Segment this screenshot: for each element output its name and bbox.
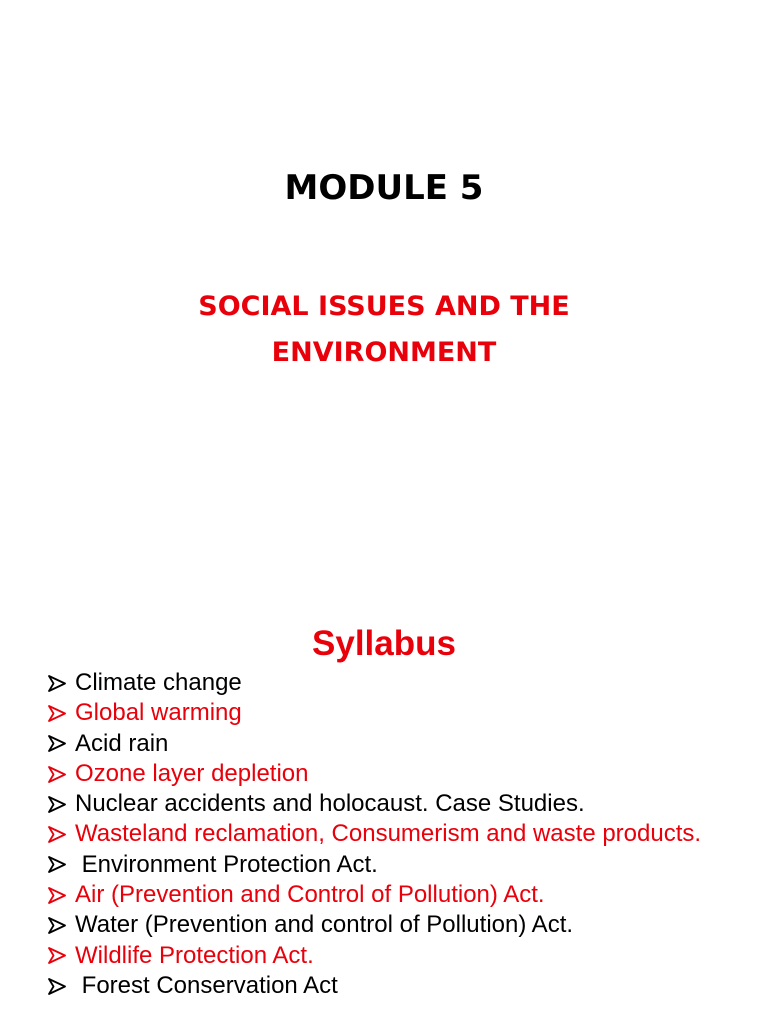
syllabus-item-nuclear-accidents: [48, 789, 721, 819]
syllabus-item-acid-rain: [48, 729, 721, 759]
arrowhead-bullet-icon: [48, 819, 75, 849]
arrowhead-bullet-icon: [48, 971, 75, 1001]
arrowhead-bullet-icon: [48, 880, 75, 910]
syllabus-item-text: Acid rain: [75, 729, 169, 757]
arrowhead-bullet-icon: [48, 698, 75, 728]
syllabus-heading: Syllabus: [312, 624, 456, 663]
syllabus-item-climate-change: [48, 668, 721, 698]
syllabus-item-water-act: [48, 910, 721, 940]
syllabus-item-text: Air (Prevention and Control of Pollution) Act.: [75, 881, 545, 909]
syllabus-item-text: Ozone layer depletion: [75, 759, 309, 787]
syllabus-item-text: Wasteland reclamation, Consumerism and waste products.: [75, 820, 702, 848]
module-subtitle-line1: SOCIAL ISSUES AND THE: [198, 291, 570, 322]
arrowhead-bullet-icon: [48, 759, 75, 789]
syllabus-item-forest-conservation-act: [48, 971, 721, 1001]
syllabus-item-wildlife-protection-act: [48, 941, 721, 971]
arrowhead-bullet-icon: [48, 668, 75, 698]
syllabus-item-text: Wildlife Protection Act.: [75, 941, 314, 969]
syllabus-item-text: Water (Prevention and control of Pollution) Act.: [75, 911, 574, 939]
syllabus-item-text: Forest Conservation Act: [75, 971, 338, 999]
arrowhead-bullet-icon: [48, 910, 75, 940]
arrowhead-bullet-icon: [48, 850, 75, 880]
syllabus-item-global-warming: [48, 698, 721, 728]
syllabus-item-text: Climate change: [75, 669, 242, 696]
module-title: MODULE 5: [284, 168, 484, 208]
arrowhead-bullet-icon: [48, 941, 75, 971]
arrowhead-bullet-icon: [48, 729, 75, 759]
module-subtitle: [0, 284, 768, 376]
syllabus-item-text: Environment Protection Act.: [75, 850, 378, 878]
syllabus-item-text: Global warming: [75, 699, 242, 727]
syllabus-list: [48, 668, 721, 1001]
syllabus-item-air-act: [48, 880, 721, 910]
syllabus-item-ozone-layer-depletion: [48, 759, 721, 789]
module-subtitle-line2: ENVIRONMENT: [271, 337, 497, 368]
syllabus-item-wasteland-reclamation: [48, 819, 721, 849]
syllabus-item-environment-protection-act: [48, 850, 721, 880]
arrowhead-bullet-icon: [48, 789, 75, 819]
syllabus-item-text: Nuclear accidents and holocaust. Case Studies.: [75, 790, 585, 818]
